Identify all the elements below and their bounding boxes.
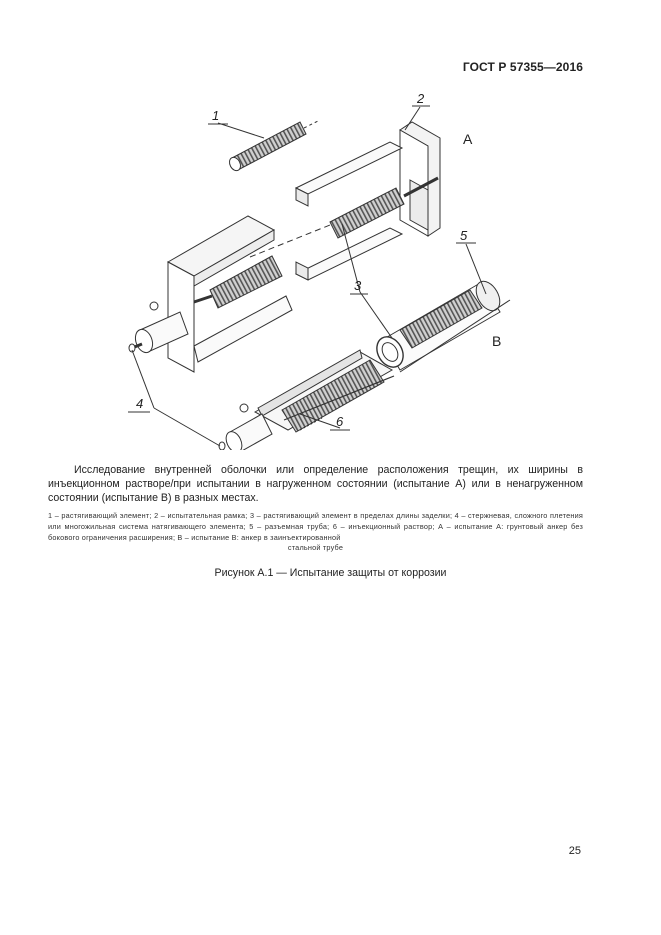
callout-5: 5 — [460, 228, 468, 243]
corrosion-test-figure — [0, 80, 661, 450]
leader-1 — [218, 123, 264, 138]
document-id: ГОСТ Р 57355—2016 — [462, 60, 583, 74]
grouted-pipe-6 — [219, 350, 394, 450]
label-test-a: A — [463, 131, 473, 147]
split-pipe-5 — [372, 277, 510, 372]
leader-4b — [154, 408, 220, 446]
body-paragraph: Исследование внутренней оболочки или определение расположения трещин, их ширины в инъекционном растворе/при испытании в нагруженном состоянии (испытание А) или в ненагруженном состоянии (испытание В) в разных местах. — [48, 464, 583, 504]
leader-3b — [360, 292, 392, 338]
callout-2: 2 — [417, 91, 425, 106]
test-frame-left — [129, 216, 292, 372]
label-test-b: B — [492, 333, 502, 349]
figure-legend: 1 – растягивающий элемент; 2 – испытательная рамка; 3 – растягивающий элемент в пределах длины заделки; 4 – стержневая, сложного плетения или многожильная система натягивающего элемента; 5 – разъемная труба; 6 – инъекционный раствор; А – испытание А: грунтовый анкер без бокового ограничения расширения; В – испытание В: анкер в заинъектированной — [48, 511, 583, 542]
callout-3: 3 — [354, 278, 362, 293]
tensile-element-1 — [227, 121, 318, 173]
figure-caption: Рисунок А.1 — Испытание защиты от коррозии — [214, 567, 447, 579]
callout-4: 4 — [136, 396, 144, 411]
callout-6: 6 — [336, 414, 344, 429]
figure-legend-last-line: стальной трубе — [287, 543, 344, 552]
callout-1: 1 — [212, 108, 220, 123]
page-number: 25 — [568, 845, 581, 857]
